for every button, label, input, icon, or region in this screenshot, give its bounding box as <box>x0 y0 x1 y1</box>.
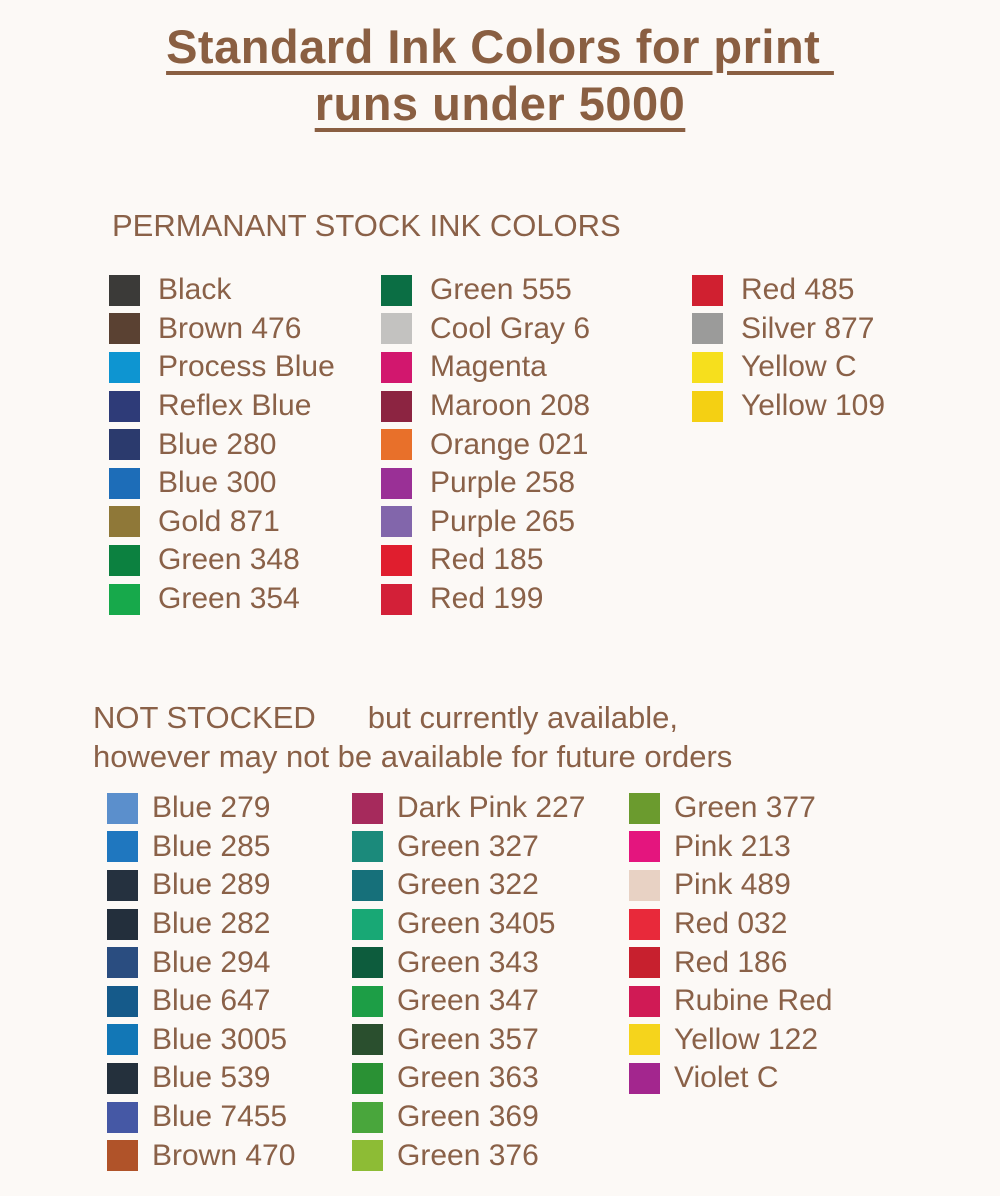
ink-color-row <box>692 310 885 349</box>
ink-color-row <box>352 982 585 1021</box>
ink-color-row <box>692 387 885 426</box>
color-swatch <box>107 1063 138 1094</box>
page-title-line-1: Standard Ink Colors for print <box>166 20 834 73</box>
ink-color-row <box>352 789 585 828</box>
ink-color-row <box>107 943 295 982</box>
color-swatch <box>352 947 383 978</box>
color-swatch <box>107 947 138 978</box>
ink-color-row <box>381 425 590 464</box>
color-swatch <box>109 468 140 499</box>
not-stocked-column-3 <box>629 789 832 1098</box>
permanent-stock-column-3 <box>692 271 885 425</box>
ink-color-row <box>107 1136 295 1175</box>
ink-color-label: Green 347 <box>397 984 539 1018</box>
ink-color-row <box>381 464 590 503</box>
ink-color-label: Green 327 <box>397 829 539 863</box>
ink-color-label: Blue 300 <box>158 466 277 500</box>
color-swatch <box>107 1024 138 1055</box>
ink-color-row <box>352 1136 585 1175</box>
ink-color-label: Green 369 <box>397 1100 539 1134</box>
ink-color-label: Green 555 <box>430 273 572 307</box>
ink-color-row <box>629 982 832 1021</box>
ink-color-label: Blue 279 <box>152 791 271 825</box>
ink-color-row <box>381 503 590 542</box>
color-swatch <box>352 1063 383 1094</box>
ink-color-row <box>692 348 885 387</box>
ink-color-label: Purple 265 <box>430 504 576 538</box>
color-swatch <box>692 275 723 306</box>
ink-color-label: Silver 877 <box>741 311 875 345</box>
color-swatch <box>629 1024 660 1055</box>
color-swatch <box>352 1024 383 1055</box>
color-swatch <box>107 870 138 901</box>
ink-color-label: Yellow 109 <box>741 389 886 423</box>
ink-color-row <box>107 1021 295 1060</box>
ink-color-label: Green 322 <box>397 868 539 902</box>
ink-color-label: Brown 476 <box>158 311 302 345</box>
color-swatch <box>107 1102 138 1133</box>
ink-color-label: Red 186 <box>674 945 788 979</box>
ink-color-label: Blue 647 <box>152 984 271 1018</box>
ink-color-label: Yellow C <box>741 350 857 384</box>
ink-color-label: Dark Pink 227 <box>397 791 586 825</box>
ink-color-row <box>629 943 832 982</box>
ink-color-row <box>352 1059 585 1098</box>
ink-color-row <box>107 905 295 944</box>
color-swatch <box>109 429 140 460</box>
color-swatch <box>381 352 412 383</box>
ink-color-label: Blue 294 <box>152 945 271 979</box>
ink-color-row <box>352 866 585 905</box>
ink-color-row <box>381 387 590 426</box>
color-swatch <box>107 831 138 862</box>
ink-color-label: Pink 213 <box>674 829 791 863</box>
ink-color-row <box>381 541 590 580</box>
not-stocked-heading-line-2: however may not be available for future orders <box>93 739 733 774</box>
color-swatch <box>109 352 140 383</box>
ink-color-label: Green 348 <box>158 543 300 577</box>
ink-color-label: Blue 285 <box>152 829 271 863</box>
ink-color-row <box>109 541 335 580</box>
ink-color-label: Pink 489 <box>674 868 791 902</box>
not-stocked-column-2 <box>352 789 585 1175</box>
ink-color-row <box>107 828 295 867</box>
ink-color-row <box>107 789 295 828</box>
color-swatch <box>381 545 412 576</box>
color-swatch <box>381 391 412 422</box>
not-stocked-column-1 <box>107 789 295 1175</box>
ink-color-label: Black <box>158 273 232 307</box>
ink-color-label: Green 363 <box>397 1061 539 1095</box>
ink-color-label: Rubine Red <box>674 984 833 1018</box>
ink-color-label: Yellow 122 <box>674 1022 819 1056</box>
ink-color-row <box>352 1098 585 1137</box>
color-swatch <box>629 909 660 940</box>
ink-color-row <box>381 580 590 619</box>
not-stocked-heading-rest: but currently available, <box>367 700 678 735</box>
color-swatch <box>629 870 660 901</box>
color-swatch <box>109 391 140 422</box>
not-stocked-heading <box>93 698 732 776</box>
ink-color-row <box>629 789 832 828</box>
color-swatch <box>107 1140 138 1171</box>
page-title <box>0 18 1000 132</box>
ink-color-label: Green 377 <box>674 791 816 825</box>
ink-color-row <box>352 905 585 944</box>
ink-color-row <box>629 828 832 867</box>
color-swatch <box>629 831 660 862</box>
color-swatch <box>629 947 660 978</box>
ink-color-label: Green 354 <box>158 582 300 616</box>
color-swatch <box>629 793 660 824</box>
ink-color-label: Green 357 <box>397 1022 539 1056</box>
ink-color-label: Blue 282 <box>152 907 271 941</box>
ink-color-label: Red 185 <box>430 543 544 577</box>
ink-color-row <box>629 866 832 905</box>
ink-color-row <box>109 503 335 542</box>
ink-color-label: Violet C <box>674 1061 779 1095</box>
ink-color-row <box>107 982 295 1021</box>
ink-color-label: Orange 021 <box>430 427 589 461</box>
color-swatch <box>109 506 140 537</box>
ink-color-label: Green 3405 <box>397 907 556 941</box>
color-swatch <box>381 313 412 344</box>
ink-color-row <box>381 271 590 310</box>
color-swatch <box>107 793 138 824</box>
color-swatch <box>352 1102 383 1133</box>
ink-color-label: Magenta <box>430 350 547 384</box>
color-swatch <box>352 870 383 901</box>
ink-color-label: Red 032 <box>674 907 788 941</box>
ink-color-row <box>109 310 335 349</box>
color-swatch <box>352 1140 383 1171</box>
ink-color-label: Reflex Blue <box>158 389 312 423</box>
ink-color-label: Gold 871 <box>158 504 280 538</box>
ink-color-row <box>629 1021 832 1060</box>
ink-color-row <box>381 310 590 349</box>
ink-color-row <box>109 387 335 426</box>
color-swatch <box>381 468 412 499</box>
ink-color-label: Red 199 <box>430 582 544 616</box>
ink-color-label: Blue 280 <box>158 427 277 461</box>
ink-color-row <box>109 425 335 464</box>
color-swatch <box>381 506 412 537</box>
ink-color-label: Brown 470 <box>152 1138 296 1172</box>
color-swatch <box>109 545 140 576</box>
ink-color-label: Red 485 <box>741 273 855 307</box>
color-swatch <box>109 313 140 344</box>
permanent-stock-heading: PERMANANT STOCK INK COLORS <box>112 208 621 243</box>
color-swatch <box>381 584 412 615</box>
color-swatch <box>629 986 660 1017</box>
ink-color-label: Maroon 208 <box>430 389 591 423</box>
color-swatch <box>692 313 723 344</box>
ink-color-label: Blue 289 <box>152 868 271 902</box>
page-title-line-2: runs under 5000 <box>314 77 686 130</box>
color-swatch <box>381 275 412 306</box>
ink-color-label: Green 343 <box>397 945 539 979</box>
ink-color-row <box>692 271 885 310</box>
color-swatch <box>109 275 140 306</box>
ink-color-row <box>109 348 335 387</box>
ink-color-label: Blue 3005 <box>152 1022 288 1056</box>
ink-color-row <box>107 1059 295 1098</box>
ink-color-label: Cool Gray 6 <box>430 311 591 345</box>
color-swatch <box>352 831 383 862</box>
permanent-stock-column-2 <box>381 271 590 618</box>
color-swatch <box>352 909 383 940</box>
ink-color-label: Green 376 <box>397 1138 539 1172</box>
ink-color-row <box>107 866 295 905</box>
permanent-stock-column-1 <box>109 271 335 618</box>
color-swatch <box>352 986 383 1017</box>
ink-color-row <box>352 943 585 982</box>
ink-color-label: Purple 258 <box>430 466 576 500</box>
ink-color-row <box>109 464 335 503</box>
color-swatch <box>107 986 138 1017</box>
ink-color-row <box>352 828 585 867</box>
ink-color-row <box>352 1021 585 1060</box>
ink-color-label: Blue 539 <box>152 1061 271 1095</box>
ink-color-label: Blue 7455 <box>152 1100 288 1134</box>
color-swatch <box>381 429 412 460</box>
ink-color-row <box>109 271 335 310</box>
ink-color-row <box>381 348 590 387</box>
color-swatch <box>352 793 383 824</box>
ink-color-row <box>109 580 335 619</box>
color-swatch <box>629 1063 660 1094</box>
ink-color-label: Process Blue <box>158 350 335 384</box>
ink-color-row <box>629 905 832 944</box>
color-swatch <box>692 391 723 422</box>
color-swatch <box>692 352 723 383</box>
color-swatch <box>109 584 140 615</box>
ink-color-row <box>107 1098 295 1137</box>
color-swatch <box>107 909 138 940</box>
not-stocked-heading-caps: NOT STOCKED <box>93 700 316 735</box>
ink-color-row <box>629 1059 832 1098</box>
